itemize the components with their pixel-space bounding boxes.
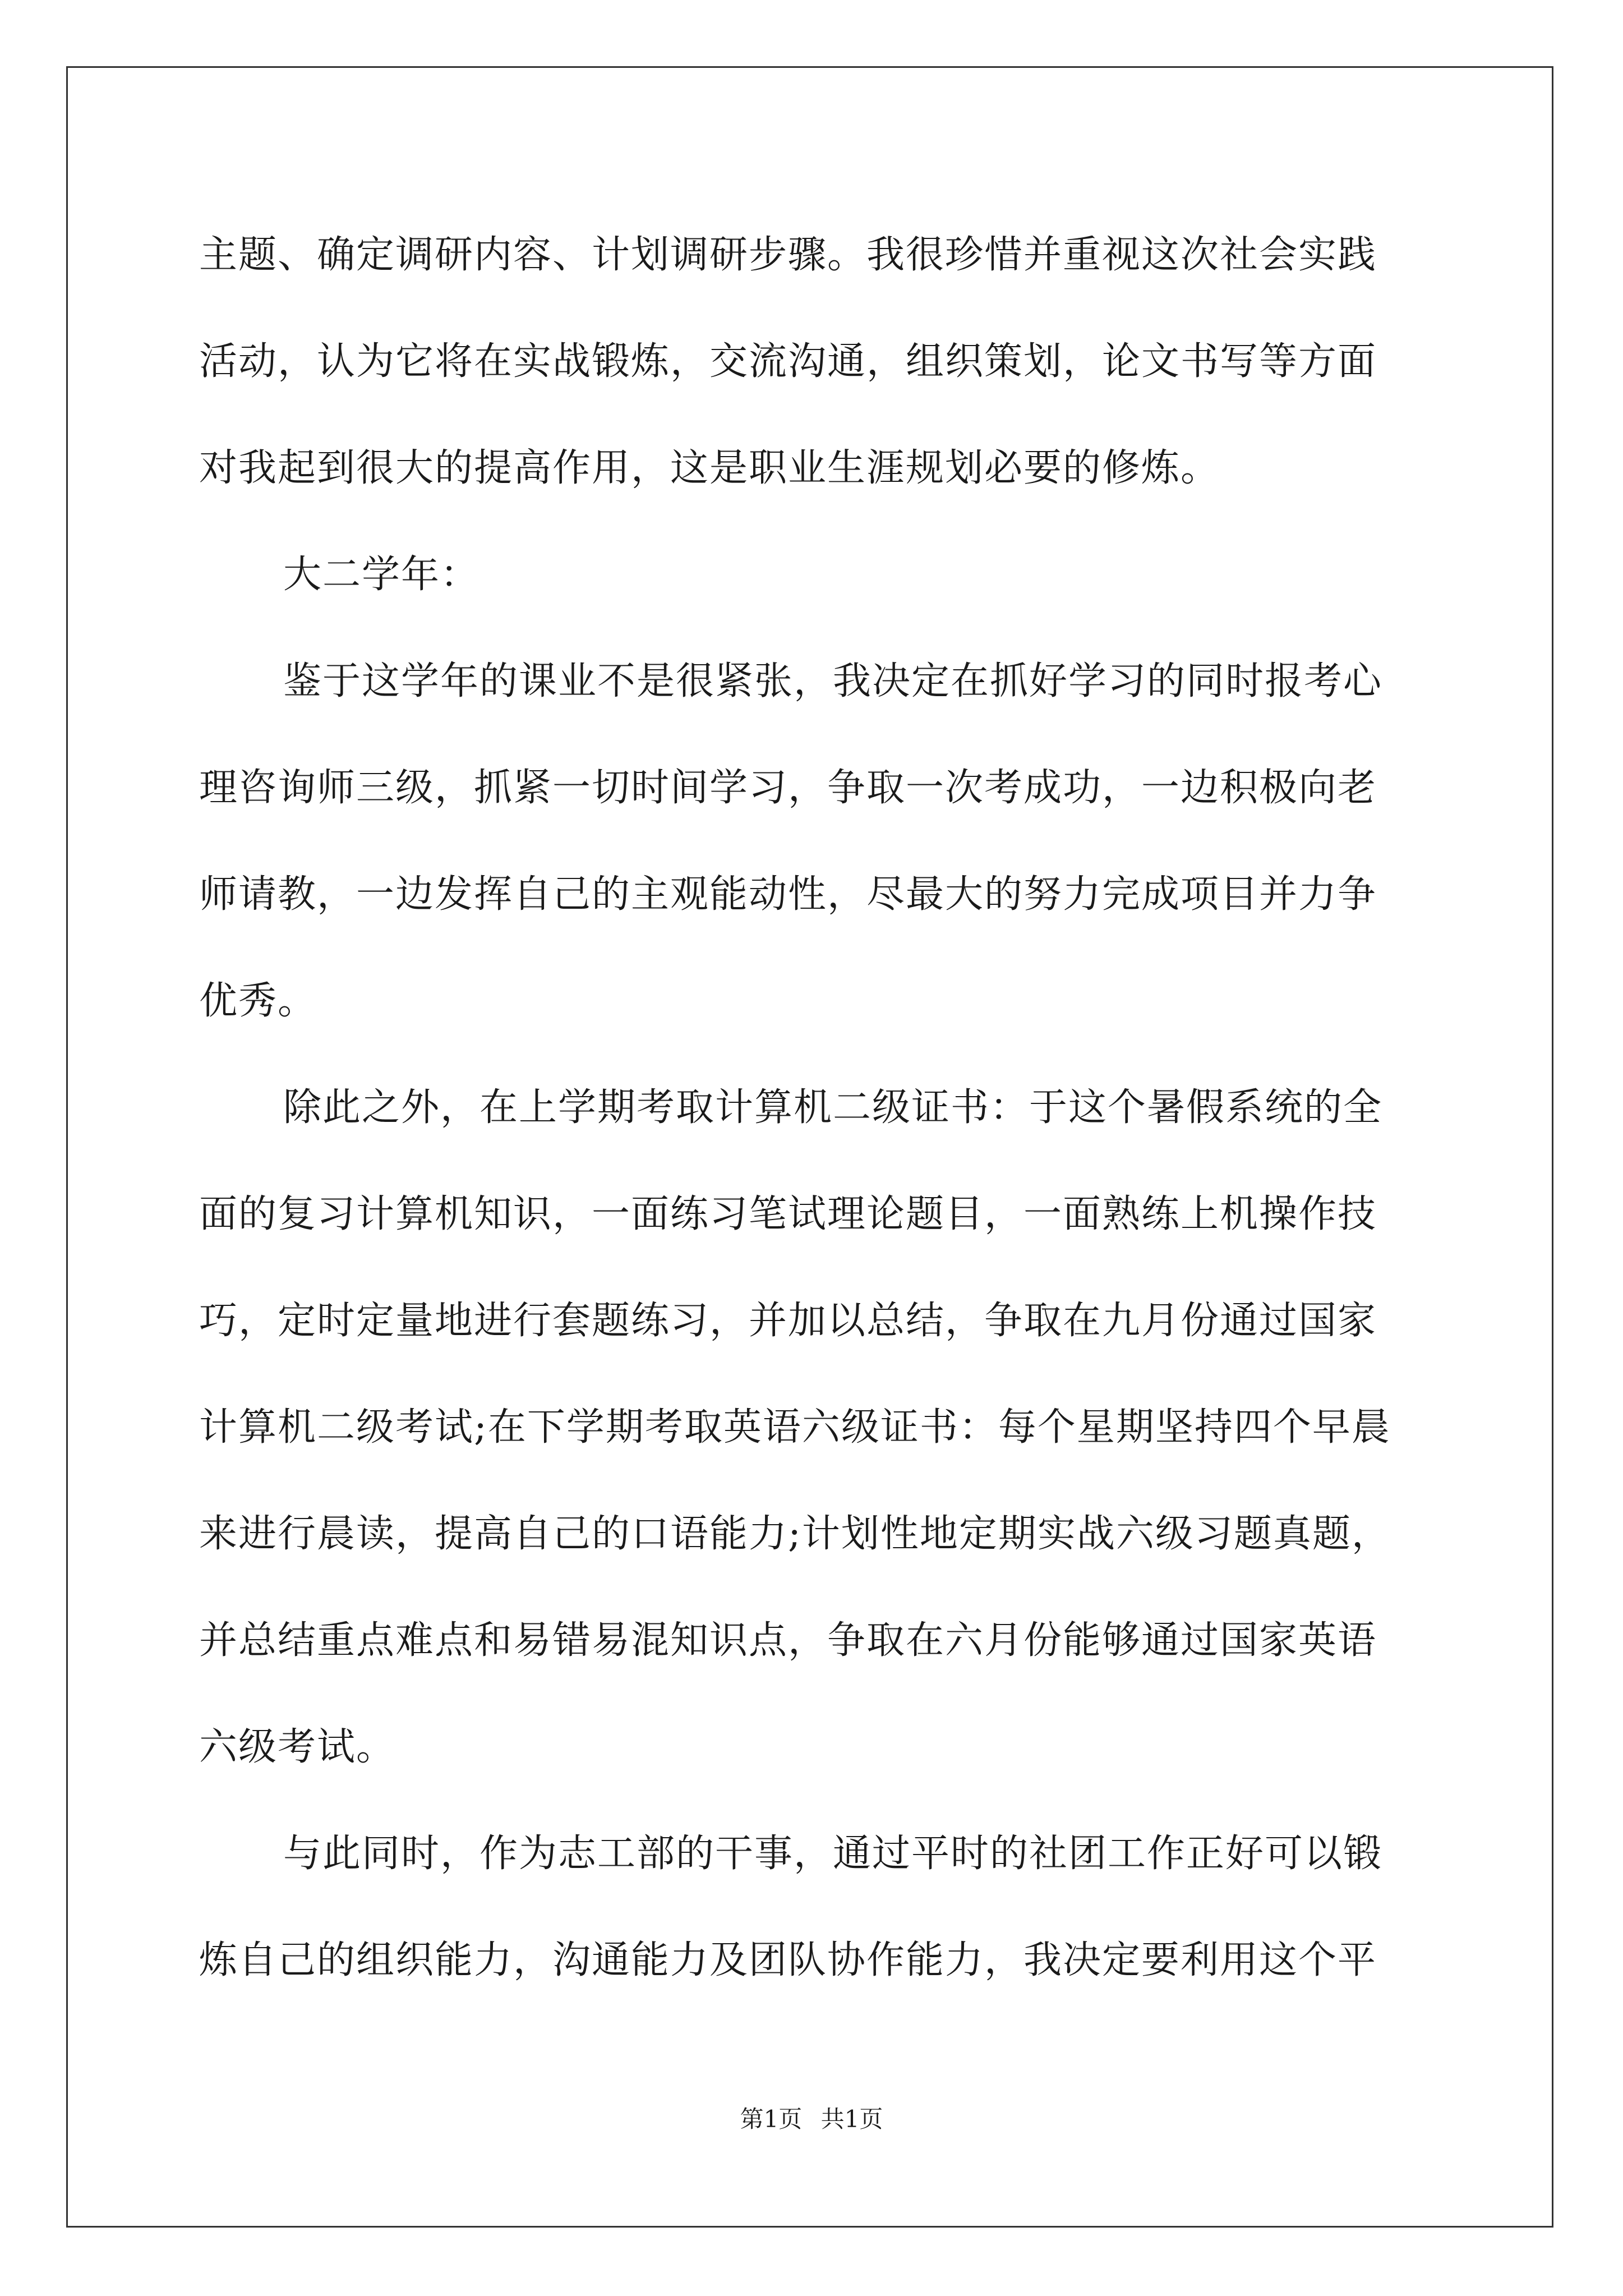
text-line: 巧，定时定量地进行套题练习，并加以总结，争取在九月份通过国家 [199,1299,1377,1343]
paragraph [199,522,1455,628]
text-line: 与此同时，作为志工部的干事，通过平时的社团工作正好可以锻 [283,1832,1383,1876]
text-line: 计算机二级考试;在下学期考取英语六级证书：每个星期坚持四个早晨 [199,1405,1391,1450]
text-line: 除此之外，在上学期考取计算机二级证书：于这个暑假系统的全 [283,1085,1383,1130]
text-line: 理咨询师三级，抓紧一切时间学习，争取一次考成功，一边积极向老 [199,766,1377,810]
text-line: 来进行晨读，提高自己的口语能力;计划性地定期实战六级习题真题， [199,1512,1391,1556]
text-line: 主题、确定调研内容、计划调研步骤。我很珍惜并重视这次社会实践 [199,233,1377,277]
document-body [199,202,1455,2014]
text-line: 六级考试。 [199,1725,396,1769]
text-line: 大二学年： [283,553,480,597]
text-line: 炼自己的组织能力，沟通能力及团队协作能力，我决定要利用这个平 [199,1938,1377,1982]
page-total: 共1页 [820,2105,883,2133]
paragraph [199,1055,1455,1801]
page-footer [0,2101,1623,2134]
text-line: 鉴于这学年的课业不是很紧张，我决定在抓好学习的同时报考心 [283,659,1383,703]
text-line: 师请教，一边发挥自己的主观能动性，尽最大的努力完成项目并力争 [199,872,1377,917]
text-line: 对我起到很大的提高作用，这是职业生涯规划必要的修炼。 [199,446,1220,490]
text-line: 优秀。 [199,979,317,1023]
paragraph [199,628,1455,1055]
text-line: 活动，认为它将在实战锻炼，交流沟通，组织策划，论文书写等方面 [199,339,1377,384]
text-line: 并总结重点难点和易错易混知识点，争取在六月份能够通过国家英语 [199,1618,1377,1663]
text-line: 面的复习计算机知识，一面练习笔试理论题目，一面熟练上机操作技 [199,1192,1377,1236]
paragraph [199,1801,1455,2014]
page-number: 第1页 [740,2105,803,2133]
paragraph [199,202,1455,522]
